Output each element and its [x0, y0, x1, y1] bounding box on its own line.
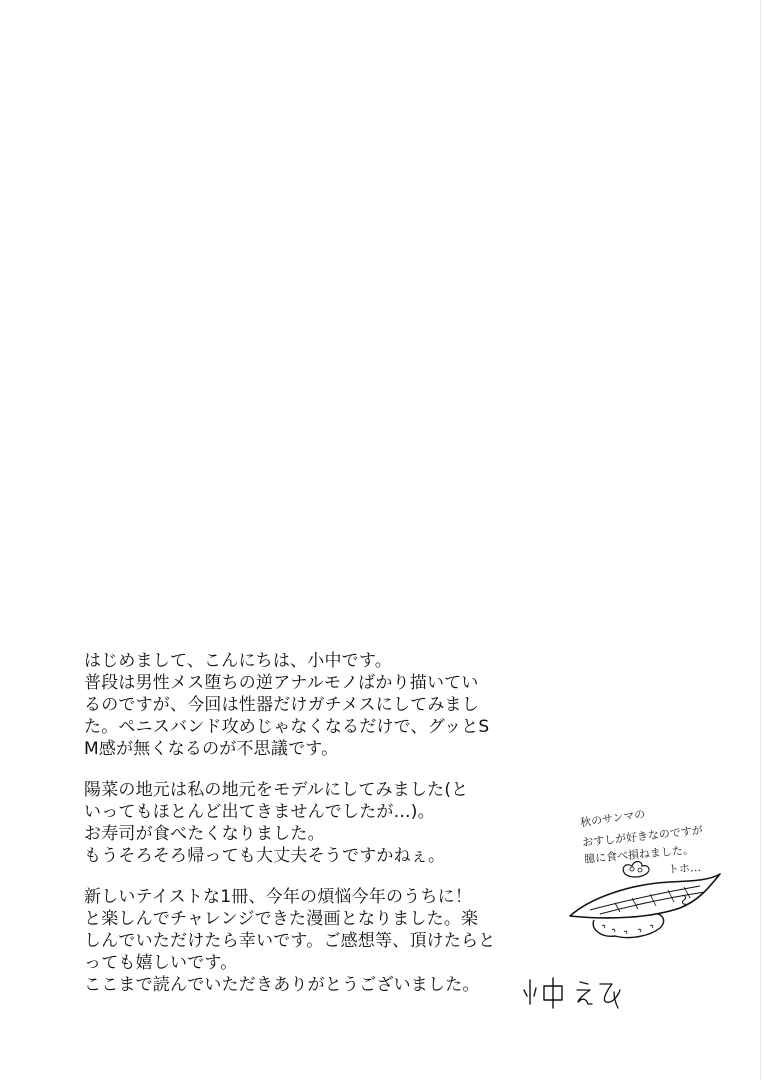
afterword-paragraph-3 [84, 886, 534, 996]
afterword-line: っても嬉しいです。 [84, 953, 238, 973]
afterword-line: いってもほとんど出てきませんでしたが…)。 [84, 802, 435, 822]
sketch-note-line: 臆に食べ損ねました。 [583, 843, 695, 866]
sketch-note-line: おすしが好きなのですが [581, 823, 704, 850]
sketch-note-line: 秋のサンマの [579, 807, 647, 830]
signature-handwriting-icon [522, 974, 632, 1014]
sushi-sketch [560, 808, 750, 948]
afterword-line: お寿司が食べたくなりました。 [84, 824, 325, 844]
afterword-line: るのですが、今回は性器だけガチメスにしてみまし [84, 695, 479, 715]
afterword-line: もうそろそろ帰っても大丈夫そうですかねぇ。 [84, 846, 446, 866]
afterword-line: しんでいただけたら幸いです。ご感想等、頂けたらと [84, 931, 496, 951]
page-edge-line [760, 0, 761, 1080]
author-signature [522, 974, 632, 1014]
afterword-line: 陽菜の地元は私の地元をモデルにしてみました(と [84, 780, 469, 800]
afterword-line: 普段は男性メス堕ちの逆アナルモノばかり描いてい [84, 673, 479, 693]
afterword-line: はじめまして、こんにちは、小中です。 [84, 651, 392, 671]
afterword-line: ここまで読んでいただきありがとうございました。 [84, 975, 480, 995]
afterword-line: と楽しんでチャレンジできた漫画となりました。楽 [84, 909, 479, 929]
afterword-line: M感が無くなるのが不思議です。 [84, 739, 339, 759]
afterword-text [84, 650, 534, 1015]
afterword-line: た。ペニスバンド攻めじゃなくなるだけで、グッとS [84, 717, 490, 737]
sketch-note-line: トホ… [667, 860, 702, 877]
afterword-paragraph-1 [84, 650, 534, 760]
sushi-doodle-icon [560, 808, 750, 948]
afterword-paragraph-2 [84, 779, 534, 867]
afterword-line: 新しいテイストな1冊、今年の煩悩今年のうちに！ [84, 887, 473, 907]
